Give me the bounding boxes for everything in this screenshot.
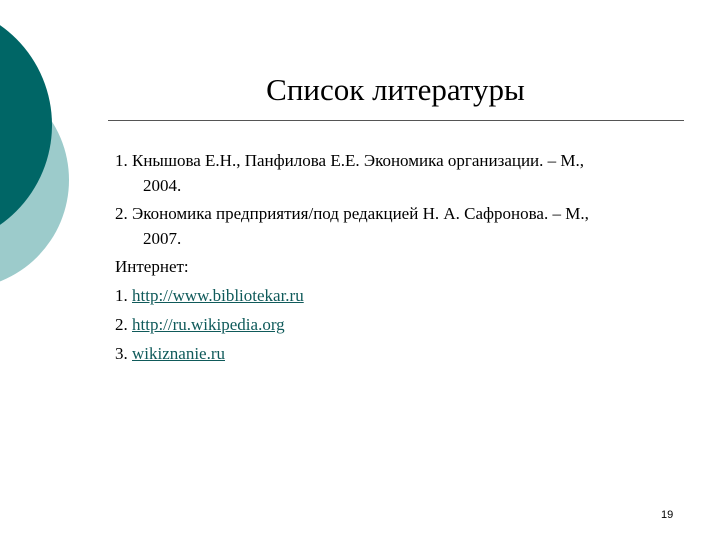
page-number: 19 [661, 509, 674, 521]
slide-title: Список литературы [266, 72, 525, 107]
link-wikiznanie[interactable]: wikiznanie.ru [132, 344, 225, 363]
link-wikipedia[interactable]: http://ru.wikipedia.org [132, 315, 285, 334]
link-item-2 [115, 315, 705, 335]
reference-2-continuation: 2007. [143, 229, 182, 248]
internet-label: Интернет: [115, 257, 189, 276]
link-number: 1. [115, 286, 132, 305]
link-number: 2. [115, 315, 132, 334]
decorative-circles [0, 0, 70, 290]
title-divider [108, 120, 684, 121]
reference-1: 1. Кнышова Е.Н., Панфилова Е.Е. Экономика организации. – М., [115, 151, 585, 170]
link-number: 3. [115, 344, 132, 363]
reference-2: 2. Экономика предприятия/под редакцией Н. А. Сафронова. – М., [115, 204, 589, 223]
reference-1-continuation: 2004. [143, 176, 182, 195]
link-item-3 [115, 344, 705, 364]
link-bibliotekar[interactable]: http://www.bibliotekar.ru [132, 286, 304, 305]
link-item-1 [115, 286, 705, 306]
